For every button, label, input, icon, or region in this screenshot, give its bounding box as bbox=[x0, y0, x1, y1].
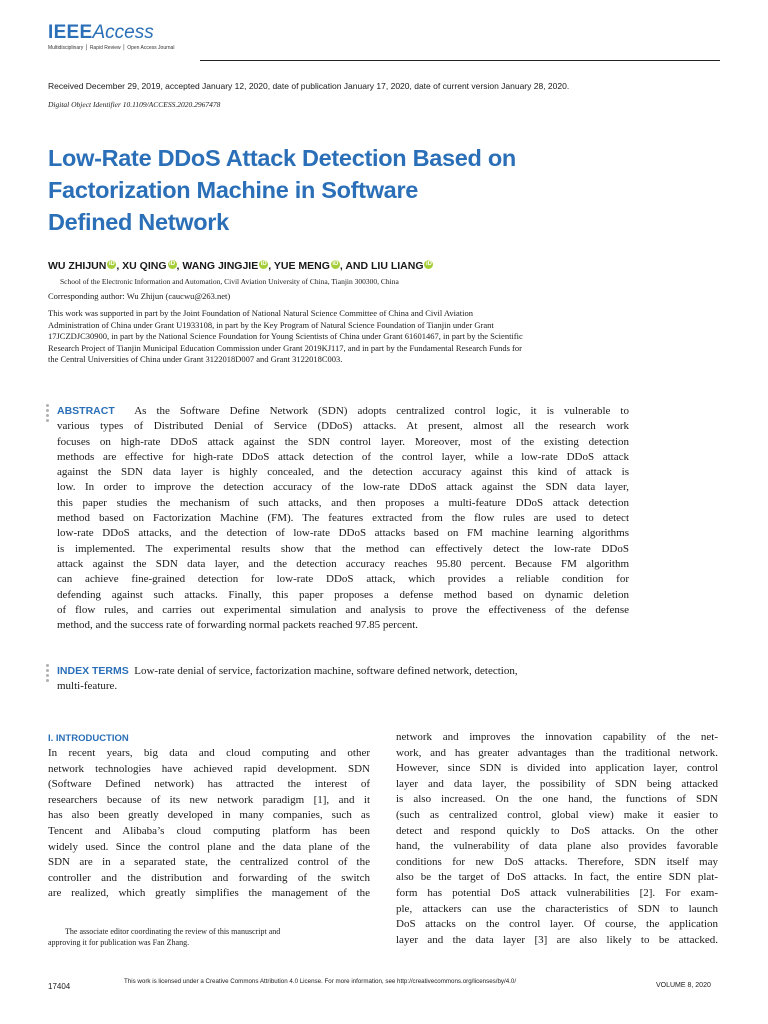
logo-access: Access bbox=[92, 22, 154, 43]
abstract-line: this paper studies the mechanism of such attacks, and then proposes a multi-feature DDoS attack detection bbox=[57, 496, 629, 509]
title-line: Low-Rate DDoS Attack Detection Based on bbox=[48, 145, 516, 171]
body-line: researchers because of its new network paradigm [1], and it bbox=[48, 793, 370, 806]
abstract-line: focuses on high-rate DDoS attack against the SDN control layer. Moreover, most of the existing detection bbox=[57, 435, 629, 448]
funding-line: This work was supported in part by the Joint Foundation of National Natural Science Committee of China and Civil Aviation bbox=[48, 308, 474, 318]
logo-ieee: IEEE bbox=[48, 22, 93, 43]
body-line: conditions for new DoS attacks. Therefore, SDN itself may bbox=[396, 855, 718, 868]
abstract-line: method based on Factorization Machine (FM). The features extracted from the flow rules are used to detect bbox=[57, 512, 629, 525]
body-line: ple, attackers can use the characteristics of SDN to launch bbox=[396, 902, 718, 915]
index-terms-line: multi-feature. bbox=[57, 680, 118, 693]
index-terms-line: Low-rate denial of service, factorization machine, software defined network, detection, bbox=[134, 665, 518, 677]
body-line: (such as centralized control, global view) make it easier to bbox=[396, 808, 718, 821]
doi[interactable]: Digital Object Identifier 10.1109/ACCESS.2020.2967478 bbox=[48, 100, 221, 109]
body-line: (Software Defined network) has attracted the interest of bbox=[48, 778, 370, 791]
body-line: DoS attacks on the control layer. Of course, the application bbox=[396, 918, 718, 931]
funding-line: 17JCZDJC30900, in part by the National Science Foundation for Young Scientists of China under Grant 61601467, in part by the Scientific bbox=[48, 331, 523, 341]
abstract-line: method, and the success rate of forwarding normal packets reached 97.85 percent. bbox=[57, 619, 419, 632]
title-line: Defined Network bbox=[48, 209, 229, 235]
volume-label: VOLUME 8, 2020 bbox=[656, 982, 711, 989]
body-line: network technologies have achieved rapid development. SDN bbox=[48, 762, 370, 775]
section-dots-icon bbox=[46, 664, 49, 684]
funding-line: the Central Universities of China under Grant 3122018D007 and Grant 3122018C003. bbox=[48, 354, 343, 364]
footnote-line: approving it for publication was Fan Zhang. bbox=[48, 938, 190, 947]
abstract-line: various types of Distributed Denial of Service (DDoS) attacks. At present, almost all the research work bbox=[57, 420, 629, 433]
author-list bbox=[48, 260, 433, 272]
corresponding-author: Corresponding author: Wu Zhijun (caucwu@263.net) bbox=[48, 291, 231, 301]
author-name: , WANG JINGJIE bbox=[176, 260, 259, 272]
abstract-line: attack against the SDN data layer, and the detection accuracy reaches 95.80 percent. Because FM algorithm bbox=[57, 557, 629, 570]
affiliation: School of the Electronic Information and Automation, Civil Aviation University of China, Tianjin 300300, China bbox=[60, 277, 399, 286]
abstract bbox=[57, 404, 629, 633]
orcid-icon[interactable]: iD bbox=[332, 261, 339, 267]
author-name: , XU QING bbox=[116, 260, 167, 272]
body-line: However, since SDN is divided into application layer, control bbox=[396, 762, 718, 775]
funding-line: Administration of China under Grant U1933108, in part by the Key Program of Natural Science Foundation of Tianjin under Grant bbox=[48, 319, 494, 330]
body-line: In recent years, big data and cloud computing and other bbox=[48, 747, 370, 759]
body-line: hand, the vulnerability of data plane also provides favorable bbox=[396, 840, 718, 853]
body-line: controller and the distribution and forwarding of the switch bbox=[48, 871, 370, 884]
body-line: work, and has greater advantages than the traditional network. bbox=[396, 746, 718, 759]
author-name: , YUE MENG bbox=[268, 260, 330, 272]
abstract-line: methods are effective for high-rate DDoS attack detection of the control layer, while a low-rate DDoS attack bbox=[57, 450, 629, 463]
journal-logo bbox=[48, 22, 174, 51]
abstract-line: low. In order to improve the detection accuracy of the low-rate DDoS attack against the SDN data layer, bbox=[57, 481, 629, 494]
abstract-line: of flow rules, and carries out experimental simulation and analysis to prove the effectiveness of the defense bbox=[57, 603, 629, 616]
body-line: detect and respond quickly to DoS attacks. On the other bbox=[396, 824, 718, 837]
body-line: layer and data layer, the possibility of SDN being attacked bbox=[396, 777, 718, 790]
footnote-line: The associate editor coordinating the review of this manuscript and bbox=[65, 927, 281, 936]
editor-footnote bbox=[48, 926, 370, 948]
body-line: also be the target of DoS attacks. In fact, the entire SDN plat- bbox=[396, 871, 718, 884]
body-line: network and improves the innovation capability of the net- bbox=[396, 731, 718, 743]
abstract-line: defending against such attacks. Finally, this paper proposes a defense method based on dynamic deletion bbox=[57, 588, 629, 601]
orcid-icon[interactable]: iD bbox=[108, 261, 115, 267]
received-dates: Received December 29, 2019, accepted January 12, 2020, date of publication January 17, 2020, date of current version January 28, 2020. bbox=[48, 81, 570, 91]
funding-line: Research Project of Tianjin Municipal Education Commission under Grant 2019KJ117, and in part by the Fundamental Research Funds for bbox=[48, 342, 522, 353]
logo-tagline: Multidisciplinary ⎪ Rapid Review ⎪ Open Access Journal bbox=[48, 45, 175, 51]
orcid-icon[interactable]: iD bbox=[260, 261, 267, 267]
body-line: Tencent and Alibaba’s cloud computing platform has been bbox=[48, 824, 370, 837]
license-notice[interactable]: This work is licensed under a Creative Commons Attribution 4.0 License. For more information, see http://creativecommons.org/licenses/by/4.0/ bbox=[124, 978, 517, 985]
body-line: form has potential DoS attack vulnerabilities [2]. For exam- bbox=[396, 886, 718, 899]
orcid-icon[interactable]: iD bbox=[425, 261, 432, 267]
abstract-line: As the Software Define Network (SDN) adopts centralized control logic, it is vulnerable to bbox=[134, 405, 629, 417]
funding-statement bbox=[48, 308, 633, 366]
abstract-line: is implemented. The experimental results show that the method can effectively detect the low-rate DDoS bbox=[57, 542, 629, 555]
paper-title bbox=[48, 142, 608, 238]
orcid-icon[interactable]: iD bbox=[169, 261, 176, 267]
abstract-line: against the SDN data layer is highly concealed, and the detection accuracy against this kind of attack is bbox=[57, 466, 629, 479]
page-number: 17404 bbox=[48, 982, 71, 991]
author-name: , AND LIU LIANG bbox=[339, 260, 424, 272]
body-line: are realized, which greatly simplifies the management of the bbox=[48, 887, 370, 900]
title-line: Factorization Machine in Software bbox=[48, 177, 419, 203]
header-rule bbox=[200, 60, 720, 61]
body-line: is also increased. On the one hand, the functions of SDN bbox=[396, 793, 718, 806]
abstract-line: low-rate DDoS attacks, and the detection of low-rate DDoS attacks based on FM machine learning algorithms bbox=[57, 527, 629, 540]
index-terms bbox=[57, 664, 629, 695]
body-line: SDN are in a separated state, the centralized control of the bbox=[48, 856, 370, 869]
abstract-line: can achieve fine-grained detection for low-rate DDoS attack, which provides a reliable condition for bbox=[57, 573, 629, 586]
intro-right-column bbox=[396, 730, 718, 948]
abstract-label: ABSTRACT bbox=[57, 405, 115, 417]
body-line: widely used. Since the control plane and the data plane of the bbox=[48, 840, 370, 853]
body-line: has also been greatly developed in many companies, such as bbox=[48, 809, 370, 822]
section-dots-icon bbox=[46, 404, 49, 424]
index-terms-label: INDEX TERMS bbox=[57, 665, 129, 677]
intro-left-column bbox=[48, 746, 370, 902]
section-heading: I. INTRODUCTION bbox=[48, 733, 129, 744]
author-name: WU ZHIJUN bbox=[48, 260, 107, 272]
body-line: layer and the data layer [3] are also likely to be attacked. bbox=[396, 933, 718, 946]
